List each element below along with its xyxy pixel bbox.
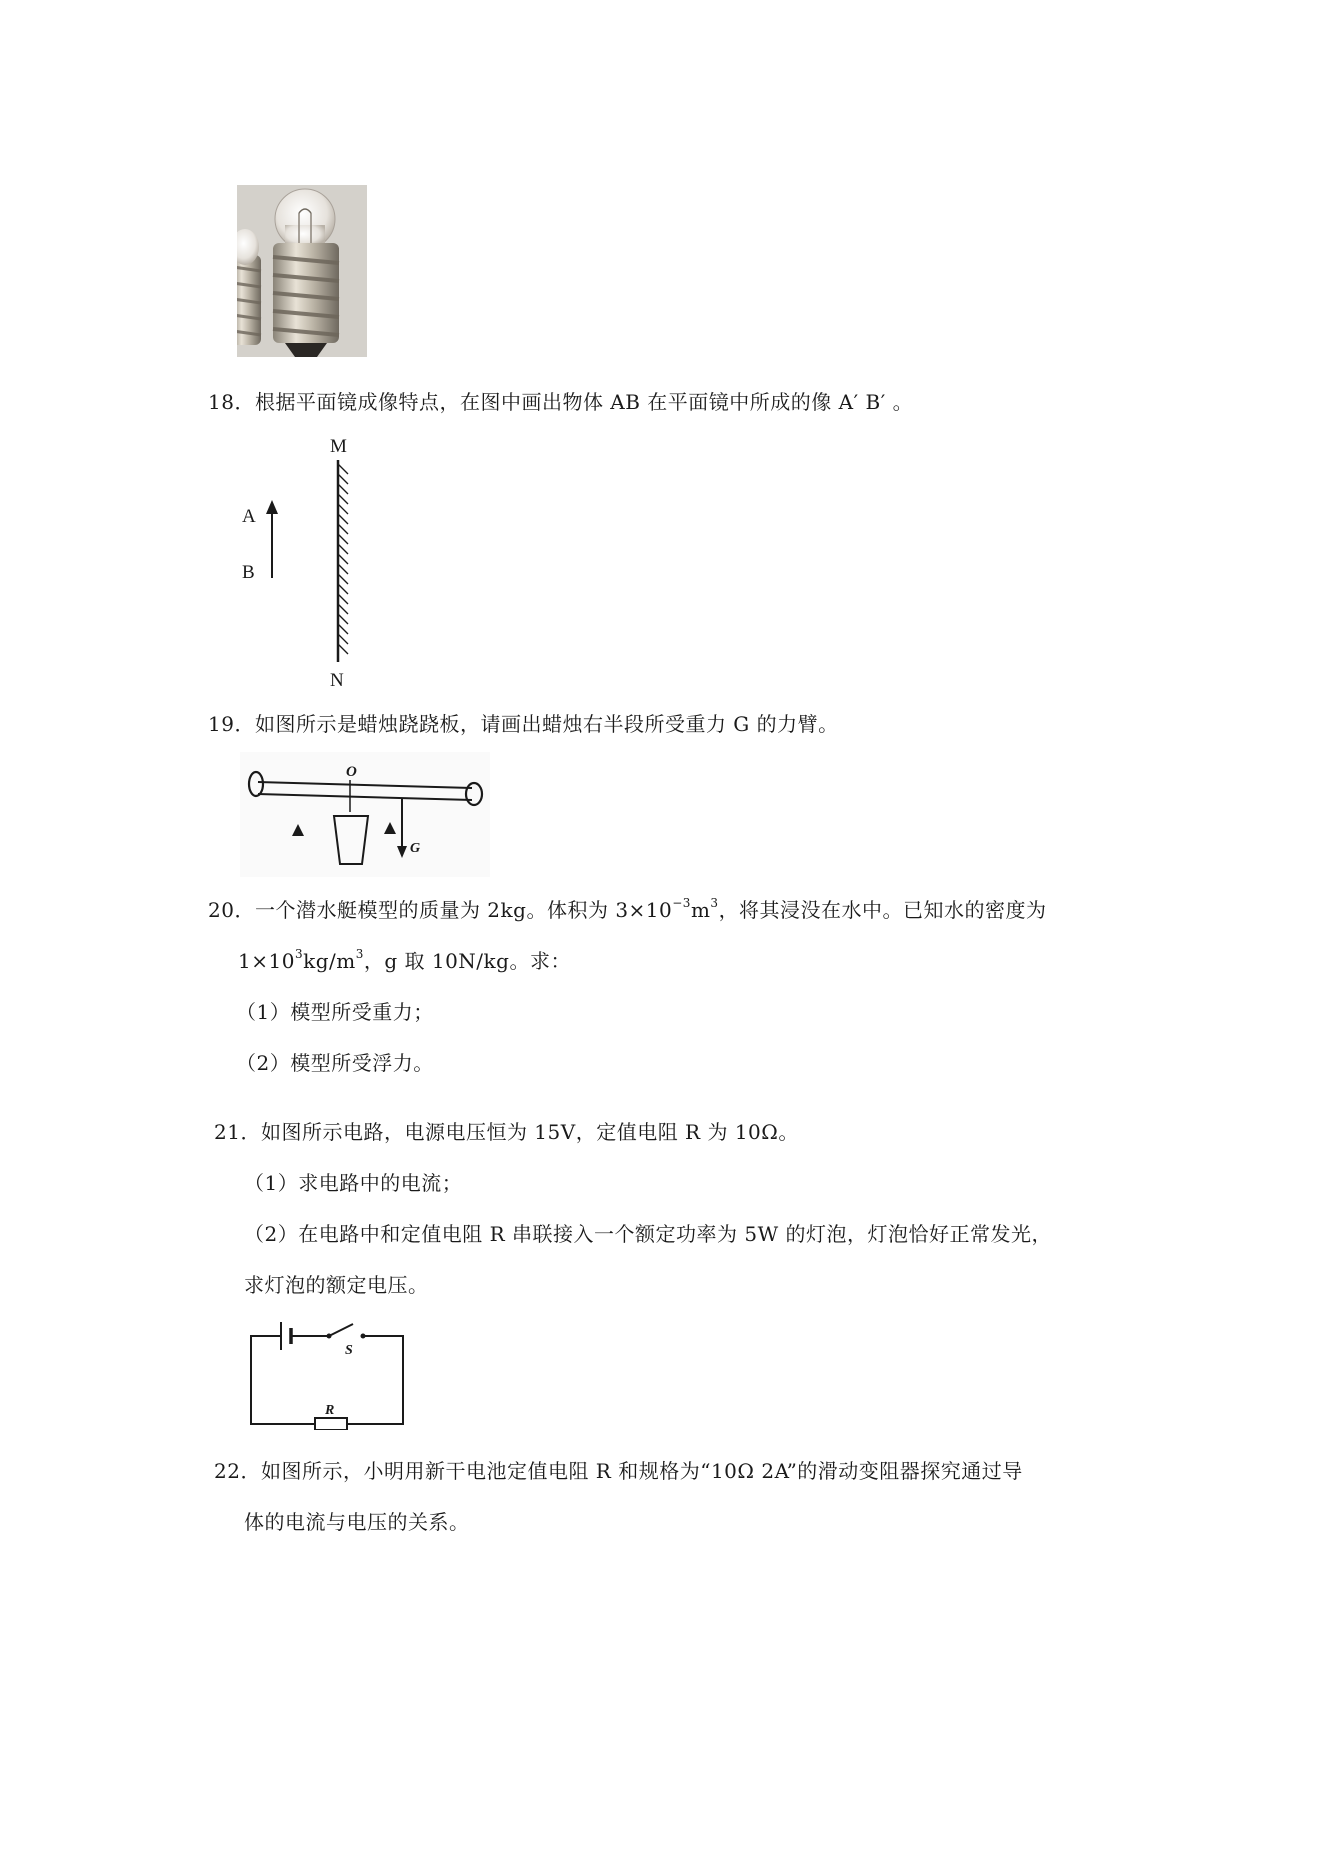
resistor: [315, 1418, 347, 1430]
question-number: 21．: [214, 1120, 261, 1144]
question-text: 根据平面镜成像特点，在图中画出物体 AB 在平面镜中所成的像 A′ B′ 。: [254, 390, 914, 414]
label-r: R: [325, 1403, 335, 1418]
question-text: 如图所示是蜡烛跷跷板，请画出蜡烛右半段所受重力 G 的力臂。: [254, 712, 839, 736]
circuit-diagram: [245, 1318, 410, 1430]
question-20-sub-2: （2）模型所受浮力。: [236, 1051, 434, 1075]
light-bulb-photo: [237, 185, 367, 357]
question-20-line-2: $1\times 10^3kg/m^3$，g 取 10N/kg。求：: [238, 947, 571, 973]
question-number: 19．: [208, 712, 255, 736]
candle-seesaw-diagram: [240, 752, 490, 877]
switch-lever: [329, 1324, 353, 1336]
question-number: 20．: [208, 898, 255, 922]
question-21: [214, 1118, 799, 1146]
label-s: S: [345, 1343, 353, 1358]
question-21-sub-2-line-2: 求灯泡的额定电压。: [244, 1273, 429, 1297]
candle-seesaw-figure: [240, 752, 490, 877]
question-19: [208, 710, 839, 738]
question-22-line-2: 体的电流与电压的关系。: [244, 1510, 470, 1534]
question-20-line-1: 20．一个潜水艇模型的质量为 2kg。体积为 $3\times 10^{-3}m^3$，将其浸没在水中。已知水的密度为: [208, 896, 1047, 922]
question-22-line-1: 22．如图所示，小明用新干电池定值电阻 R 和规格为“10Ω 2A”的滑动变阻器探究通过导: [214, 1459, 1023, 1483]
circuit-figure: [245, 1318, 410, 1430]
mirror-hatching: [338, 464, 348, 654]
label-g: G: [410, 841, 421, 856]
arrow-up-icon: [266, 500, 278, 514]
question-number: 18．: [208, 390, 255, 414]
plane-mirror-diagram: [230, 430, 370, 690]
question-18: [208, 388, 913, 416]
label-n: N: [330, 670, 344, 690]
label-m: M: [330, 436, 347, 457]
question-21-sub-2-line-1: （2）在电路中和定值电阻 R 串联接入一个额定功率为 5W 的灯泡，灯泡恰好正常发光，: [244, 1222, 1052, 1246]
question-text: 如图所示电路，电源电压恒为 15V，定值电阻 R 为 10Ω。: [260, 1120, 799, 1144]
question-number: 22．: [214, 1459, 261, 1483]
label-a: A: [242, 506, 256, 527]
plane-mirror-figure: [230, 430, 370, 690]
label-o: O: [346, 764, 357, 780]
question-20-sub-1: （1）模型所受重力；: [236, 1000, 434, 1024]
label-b: B: [242, 562, 255, 583]
question-21-sub-1: （1）求电路中的电流；: [244, 1171, 463, 1195]
